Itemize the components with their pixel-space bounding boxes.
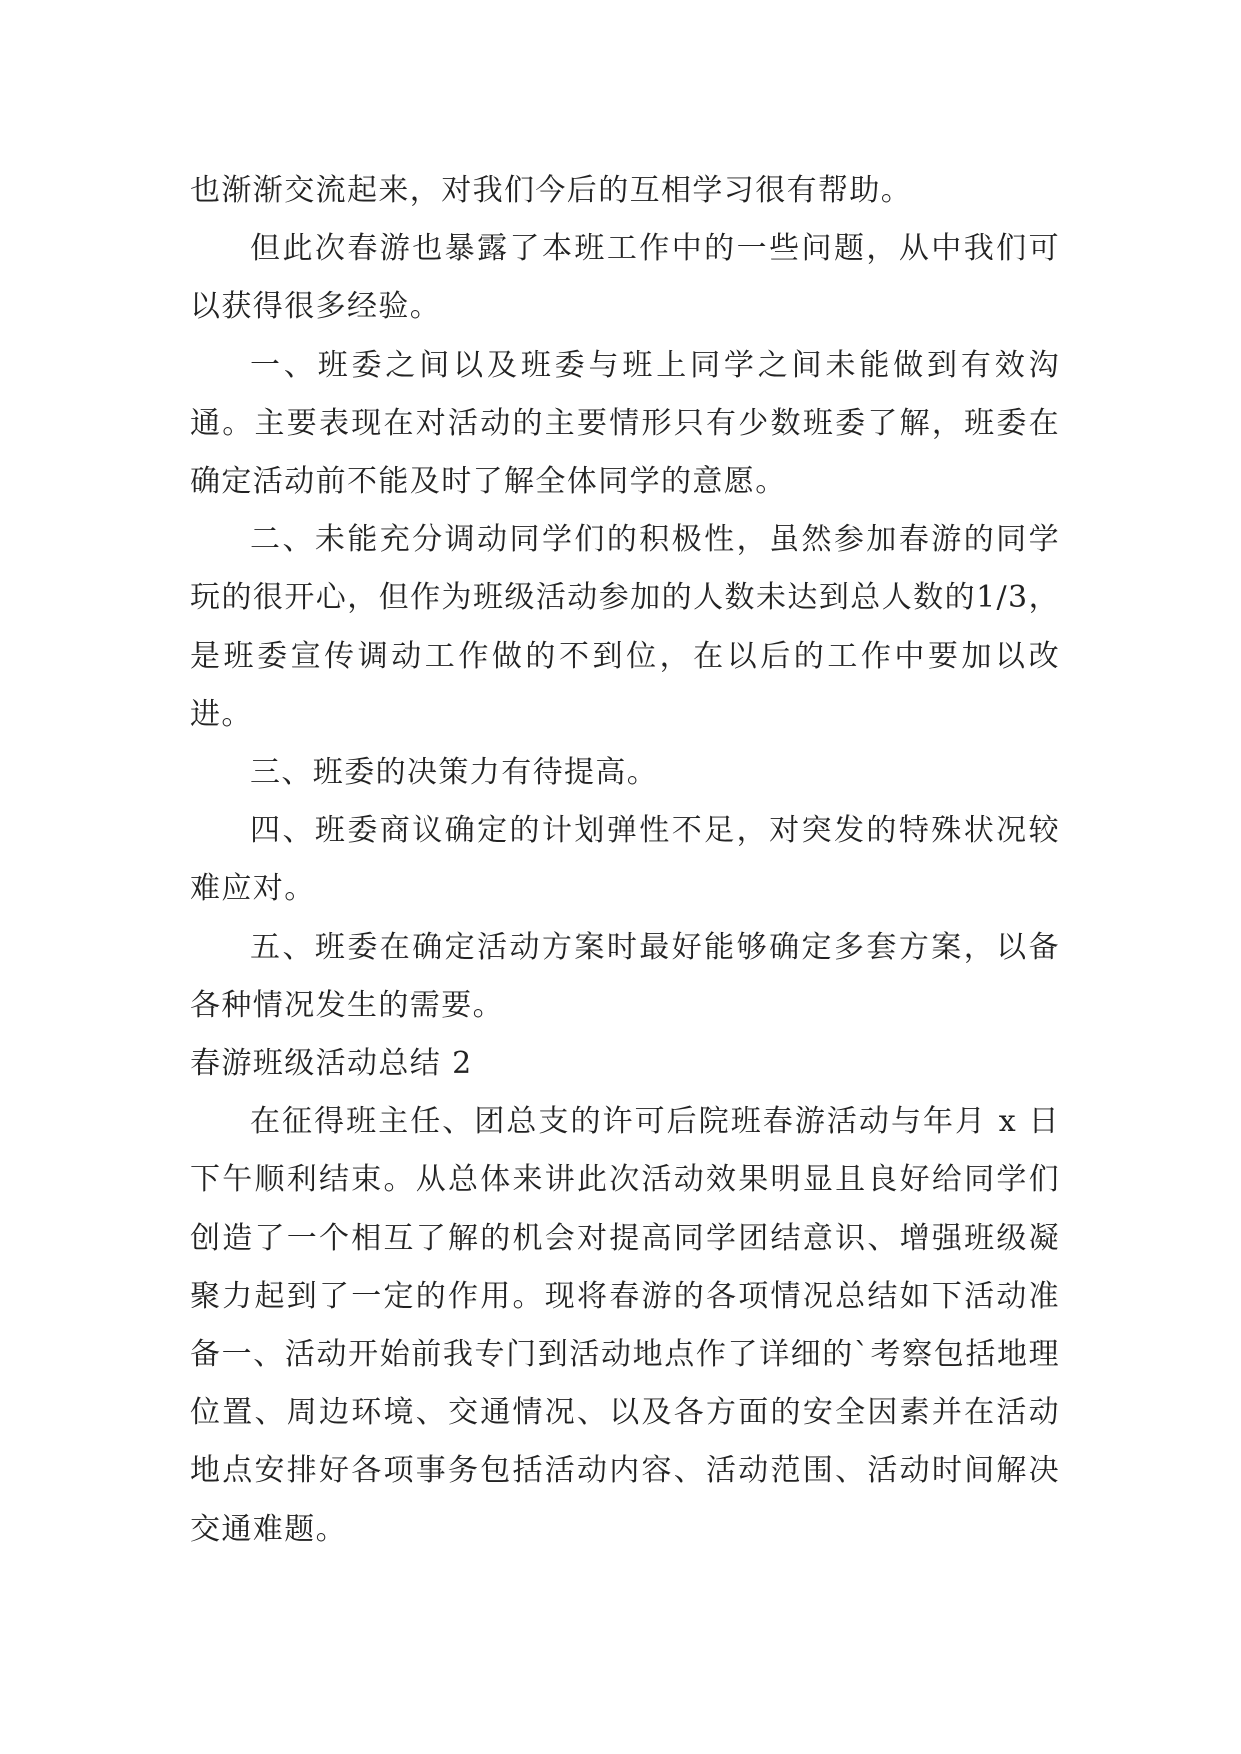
paragraph-point-3: 三、班委的决策力有待提高。 bbox=[250, 755, 659, 791]
paragraph-point-5: 五、班委在确定活动方案时最好能够确定多套方案，以备各种情况发生的需要。 bbox=[190, 929, 1060, 1023]
paragraph-point-2: 二、未能充分调动同学们的积极性，虽然参加春游的同学玩的很开心，但作为班级活动参加的人数未达到总人数的1/3，是班委宣传调动工作做的不到位，在以后的工作中要加以改进。 bbox=[190, 522, 1060, 732]
paragraph-summary-2: 在征得班主任、团总支的许可后院班春游活动与年月 x 日下午顺利结束。从总体来讲此次活动效果明显且良好给同学们创造了一个相互了解的机会对提高同学团结意识、增强班级凝聚力起到了一定的作用。现将春游的各项情况总结如下活动准备一、活动开始前我专门到活动地点作了详细的`考察包括地理位置、周边环境、交通情况、以及各方面的安全因素并在活动地点安排好各项事务包括活动内容、活动范围、活动时间解决交通难题。 bbox=[190, 1104, 1060, 1547]
paragraph-problems-intro: 但此次春游也暴露了本班工作中的一些问题，从中我们可以获得很多经验。 bbox=[190, 231, 1060, 325]
paragraph-continuation: 也渐渐交流起来，对我们今后的互相学习很有帮助。 bbox=[190, 173, 913, 208]
section-heading: 春游班级活动总结 2 bbox=[190, 1046, 473, 1082]
paragraph-point-1: 一、班委之间以及班委与班上同学之间未能做到有效沟通。主要表现在对活动的主要情形只有少数班委了解，班委在确定活动前不能及时了解全体同学的意愿。 bbox=[190, 347, 1060, 500]
paragraph-point-4: 四、班委商议确定的计划弹性不足，对突发的特殊状况较难应对。 bbox=[190, 813, 1060, 907]
document-body bbox=[190, 162, 1060, 1559]
